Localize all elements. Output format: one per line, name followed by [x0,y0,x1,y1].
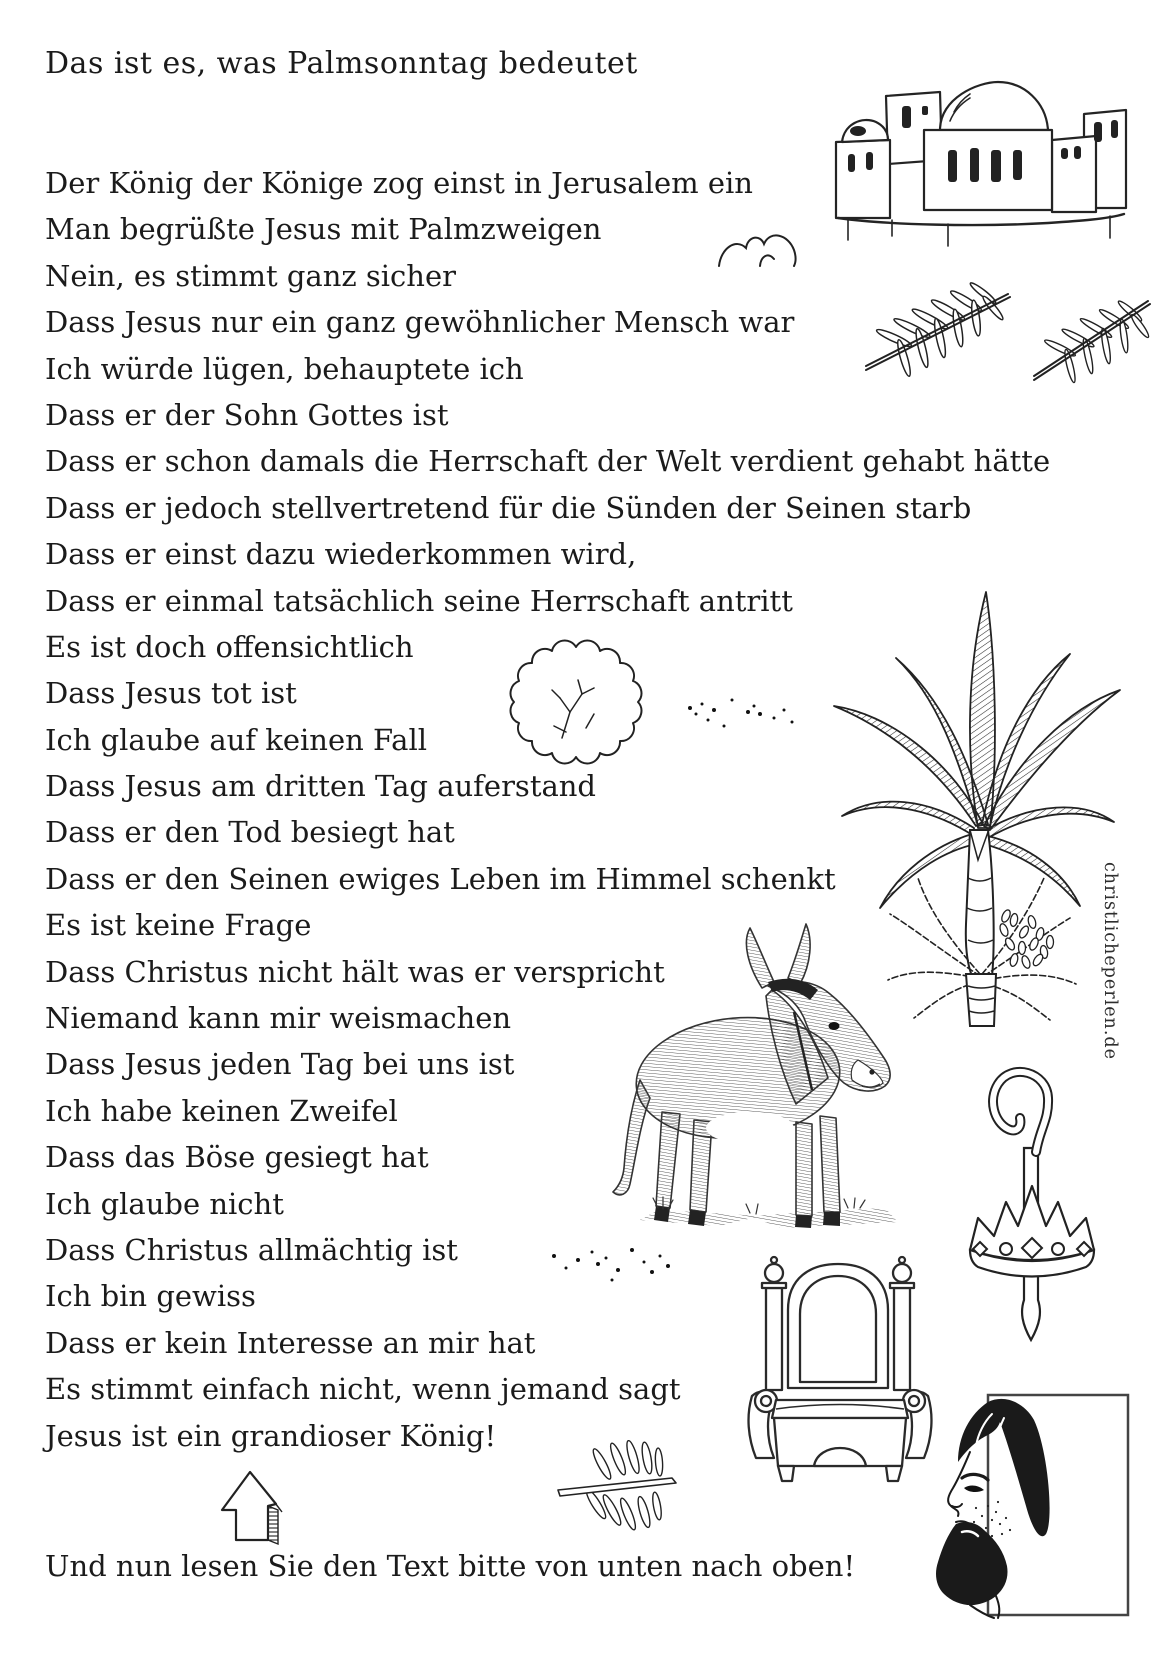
palm-branch-right-icon [1030,290,1152,392]
crook-and-crown-icon [948,1052,1103,1352]
poem-line: Niemand kann mir weismachen [45,1001,512,1036]
up-arrow-icon [212,1466,296,1550]
poem-line: Dass er jedoch stellvertretend für die Sünden der Seinen starb [45,490,972,525]
throne-icon [742,1248,938,1483]
poem-line: Es ist doch offensichtlich [45,629,414,664]
poem-line: Dass Jesus jeden Tag bei uns ist [45,1047,515,1082]
palm-branch-left-icon [860,270,1015,384]
poem-line: Ich glaube auf keinen Fall [45,722,427,757]
poem-line: Ich würde lügen, behauptete ich [45,351,524,386]
poem-line: Es ist keine Frage [45,908,312,943]
poem-line: Der König der Könige zog einst in Jerusalem ein [45,166,753,200]
palm-leaf-icon [554,1440,684,1532]
speckle-dots-upper-icon [684,692,799,744]
poem-line: Dass er einmal tatsächlich seine Herrschaft antritt [45,583,793,618]
poem-line: Dass Christus allmächtig ist [45,1232,458,1267]
poem-line: Dass Jesus am dritten Tag auferstand [45,769,596,804]
poem-line: Dass das Böse gesiegt hat [45,1140,429,1175]
poem-line: Jesus ist ein grandioser König! [45,1418,497,1453]
poem-line: Dass er der Sohn Gottes ist [45,397,449,432]
poem-line: Nein, es stimmt ganz sicher [45,258,456,293]
poem-line: Ich habe keinen Zweifel [45,1093,398,1128]
jesus-portrait-icon [930,1390,1134,1622]
poem-line: Dass Jesus nur ein ganz gewöhnlicher Mensch war [45,305,795,340]
poem-line: Ich bin gewiss [45,1279,256,1314]
poem-line: Dass Christus nicht hält was er verspricht [45,954,665,989]
poem-line: Dass er einst dazu wiederkommen wird, [45,537,637,572]
speckle-dots-lower-icon [548,1242,678,1292]
jerusalem-city-icon [828,78,1130,253]
poem-line: Ich glaube nicht [45,1186,284,1221]
donkey-icon [600,920,900,1230]
bush-icon [496,636,658,768]
poem-line: Dass Jesus tot ist [45,676,297,711]
poem-line: Es stimmt einfach nicht, wenn jemand sagt [45,1372,681,1407]
watermark-text: christlicheperlen.de [1100,862,1120,1060]
poem-line: Dass er den Seinen ewiges Leben im Himmel schenkt [45,861,836,896]
poem-line: Dass er den Tod besiegt hat [45,815,455,850]
footer-instruction: Und nun lesen Sie den Text bitte von unten nach oben! [45,1549,856,1583]
arch-doodle-icon [716,226,800,268]
poem-line: Dass er schon damals die Herrschaft der Welt verdient gehabt hätte [45,444,1051,479]
page-title: Das ist es, was Palmsonntag bedeutet [45,46,638,81]
poem-line: Dass er kein Interesse an mir hat [45,1325,536,1360]
poem-line: Man begrüßte Jesus mit Palmzweigen [45,212,602,247]
